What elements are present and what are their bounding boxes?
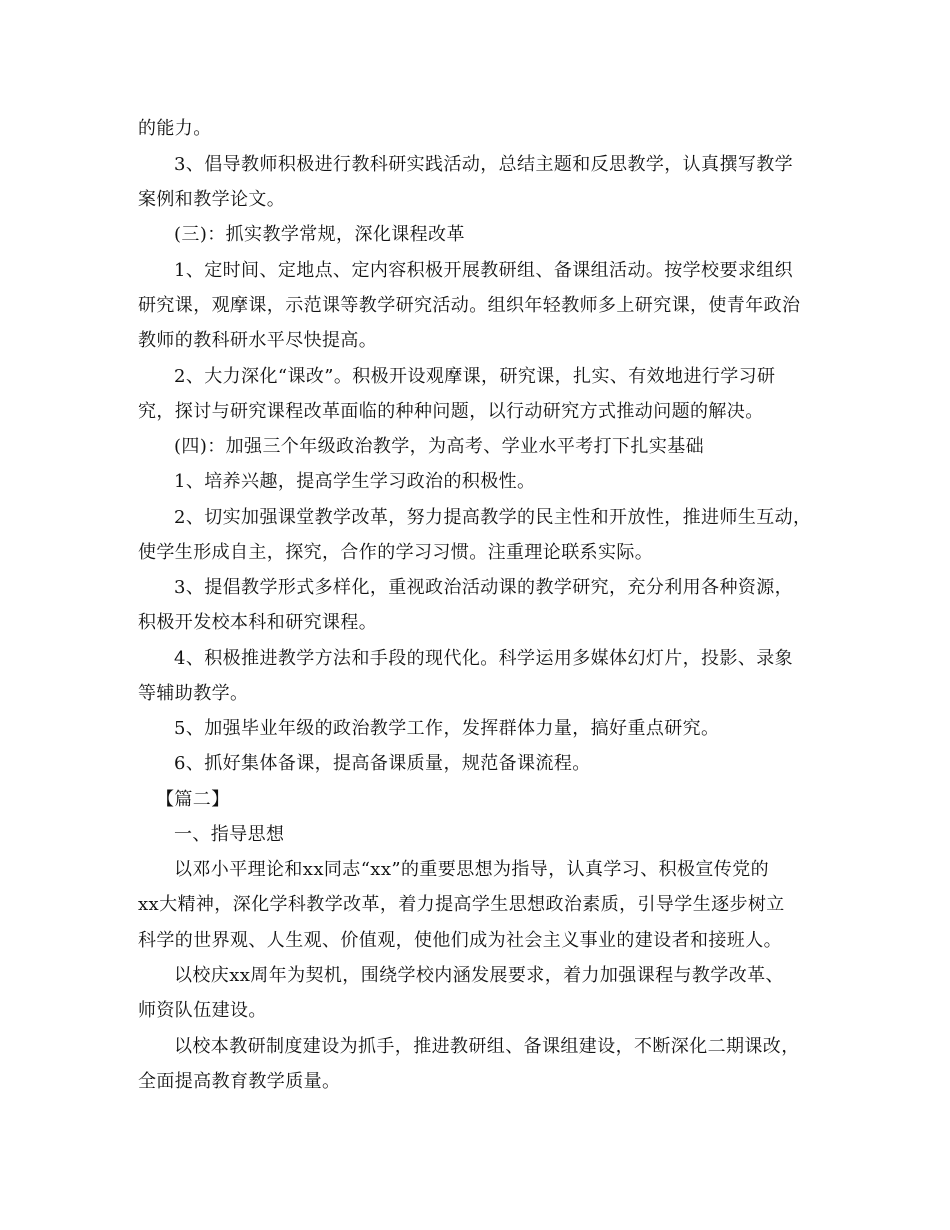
text-line: 2、大力深化“课改”。积极开设观摩课，研究课，扎实、有效地进行学习研 [174, 366, 776, 387]
text-line: 等辅助教学。 [138, 683, 249, 704]
text-line: 3、倡导教师积极进行教科研实践活动，总结主题和反思教学，认真撰写教学 [174, 154, 794, 175]
text-line: 究，探讨与研究课程改革面临的种种问题，以行动研究方式推动问题的解决。 [138, 401, 764, 422]
section-heading: (四)：加强三个年级政治教学，为高考、学业水平考打下扎实基础 [174, 436, 705, 457]
text-line: 师资队伍建设。 [138, 1000, 267, 1021]
text-line: 1、培养兴趣，提高学生学习政治的积极性。 [174, 471, 536, 492]
text-line: 以校庆xx周年为契机，围绕学校内涵发展要求，着力加强课程与教学改革、 [174, 965, 784, 986]
text-line: 以校本教研制度建设为抓手，推进教研组、备课组建设，不断深化二期课改， [174, 1036, 800, 1057]
text-line: 1、定时间、定地点、定内容积极开展教研组、备课组活动。按学校要求组织 [174, 260, 794, 281]
text-line: 2、切实加强课堂教学改革，努力提高教学的民主性和开放性，推进师生互动， [174, 507, 812, 528]
text-line: 3、提倡教学形式多样化，重视政治活动课的教学研究，充分利用各种资源， [174, 577, 794, 598]
text-line: 以邓小平理论和xx同志“xx”的重要思想为指导，认真学习、积极宣传党的 [174, 859, 770, 880]
text-line: 科学的世界观、人生观、价值观，使他们成为社会主义事业的建设者和接班人。 [138, 930, 782, 951]
text-line: 的能力。 [138, 118, 212, 139]
text-line: 4、积极推进教学方法和手段的现代化。科学运用多媒体幻灯片，投影、录象 [174, 648, 794, 669]
text-line: 5、加强毕业年级的政治教学工作，发挥群体力量，搞好重点研究。 [174, 718, 720, 739]
text-line: 积极开发校本科和研究课程。 [138, 612, 378, 633]
text-line: 6、抓好集体备课，提高备课质量，规范备课流程。 [174, 753, 591, 774]
text-line: 研究课，观摩课，示范课等教学研究活动。组织年轻教师多上研究课，使青年政治 [138, 295, 801, 316]
text-line: 案例和教学论文。 [138, 189, 286, 210]
text-line: 使学生形成自主，探究，合作的学习习惯。注重理论联系实际。 [138, 542, 654, 563]
section-heading: (三)：抓实教学常规，深化课程改革 [174, 224, 465, 245]
text-line: xx大精神，深化学科教学改革，着力提高学生思想政治素质，引导学生逐步树立 [138, 894, 785, 915]
section-heading: 一、指导思想 [174, 824, 285, 845]
text-line: 全面提高教育教学质量。 [138, 1071, 341, 1092]
text-line: 教师的教科研水平尽快提高。 [138, 330, 378, 351]
part-heading: 【篇二】 [156, 789, 230, 810]
